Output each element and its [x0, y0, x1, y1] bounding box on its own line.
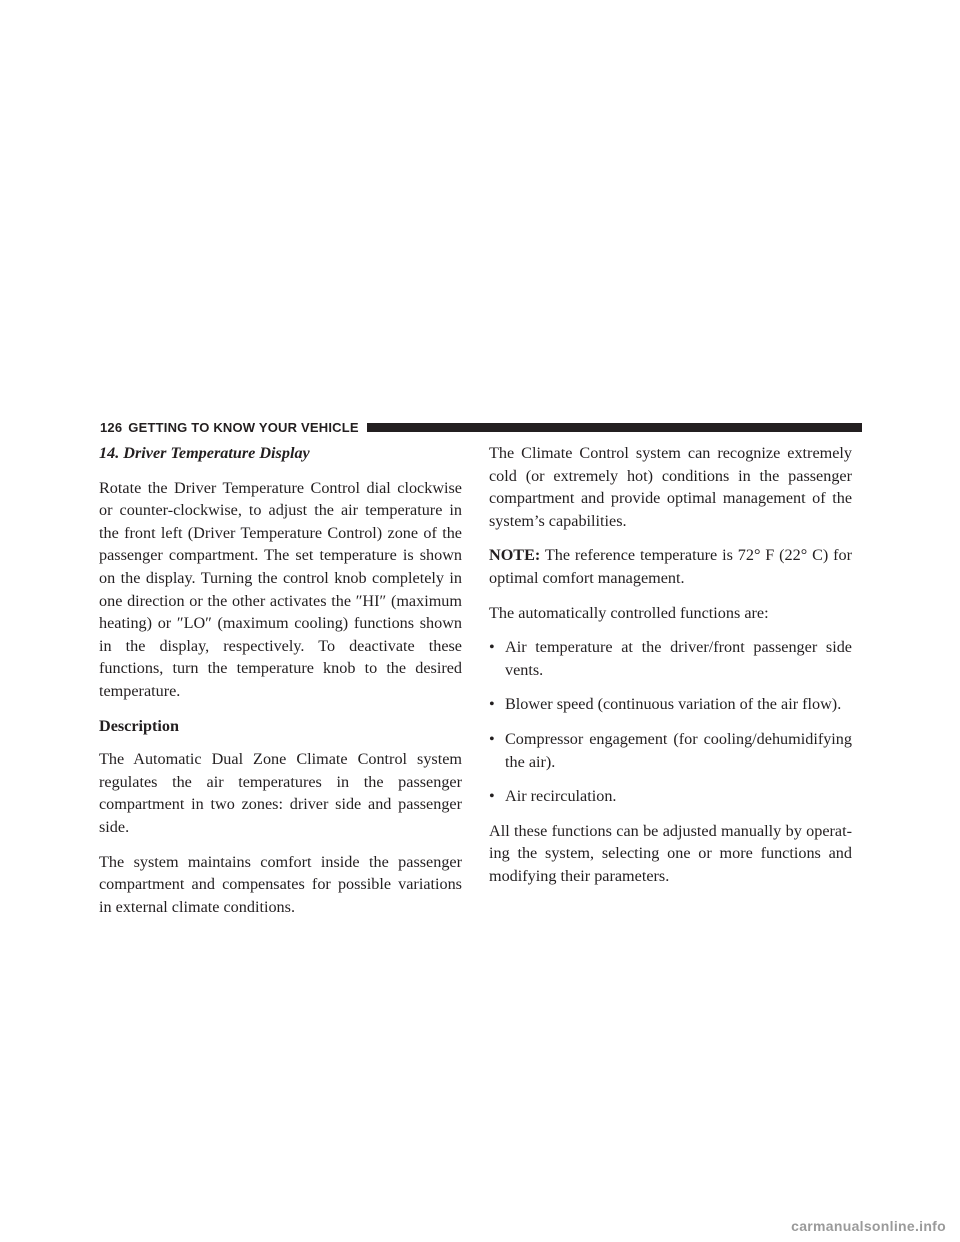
list-item — [489, 636, 852, 681]
paragraph-extreme-conditions: The Climate Control system can recognize extremely cold (or extremely hot) conditions in the passenger compartment and provide optimal management of the system’s capabilities. — [489, 444, 852, 530]
list-item — [489, 693, 852, 716]
note-text: The reference temperature is 72° F (22° C) for optimal comfort management. — [489, 546, 852, 587]
note-label: NOTE: — [489, 546, 541, 565]
list-item — [489, 785, 852, 808]
paragraph-comfort: The system maintains comfort inside the passenger compartment and compensates for possible variations in external climate conditions. — [99, 852, 462, 916]
list-item — [489, 728, 852, 773]
list-item-text: Air temperature at the driver/front passenger side vents. — [505, 638, 852, 679]
page-number: 126 — [100, 419, 123, 435]
right-column — [489, 442, 852, 900]
header-rule — [367, 423, 862, 432]
bullet-icon: • — [489, 638, 495, 657]
bullet-icon: • — [489, 787, 495, 806]
list-item-text: Compressor engagement (for cooling/dehumidifying the air). — [505, 729, 852, 771]
bullet-icon: • — [489, 729, 495, 748]
left-column — [99, 442, 462, 930]
list-item-text: Air recirculation. — [505, 787, 617, 806]
section-title: GETTING TO KNOW YOUR VEHICLE — [128, 419, 359, 435]
list-intro: The automatically controlled functions are: — [489, 603, 769, 622]
subheading-driver-temperature-display: 14. Driver Temperature Display — [99, 444, 310, 462]
description-heading: Description — [99, 716, 180, 735]
bullet-icon: • — [489, 695, 495, 714]
page-header — [100, 418, 862, 436]
watermark: carmanualsonline.info — [791, 1218, 946, 1234]
paragraph-dual-zone: The Automatic Dual Zone Climate Control system regulates the air temperatures in the passenger compartment in two zones: driver side and passenger side. — [99, 750, 462, 836]
paragraph-manual-adjust: All these functions can be adjusted manually by operating the system, selecting one or more functions and modifying their parameters. — [489, 821, 852, 885]
paragraph-temperature-control: Rotate the Driver Temperature Control dial clockwise or counter-clockwise, to adjust the air temperature in the front left (Driver Temperature Control) zone of the passenger compartment. The set temperature is shown on the display. Turning the control knob completely in one direction or the other activates the ″HI″ (maximum heating) or ″LO″ (maximum cooling) functions shown in the display, respectively. To deactivate these functions, turn the temperature knob to the desired temperature. — [99, 478, 462, 700]
auto-functions-list — [489, 636, 852, 808]
note-paragraph — [489, 544, 852, 589]
list-item-text: Blower speed (continuous variation of the air flow). — [505, 695, 842, 714]
